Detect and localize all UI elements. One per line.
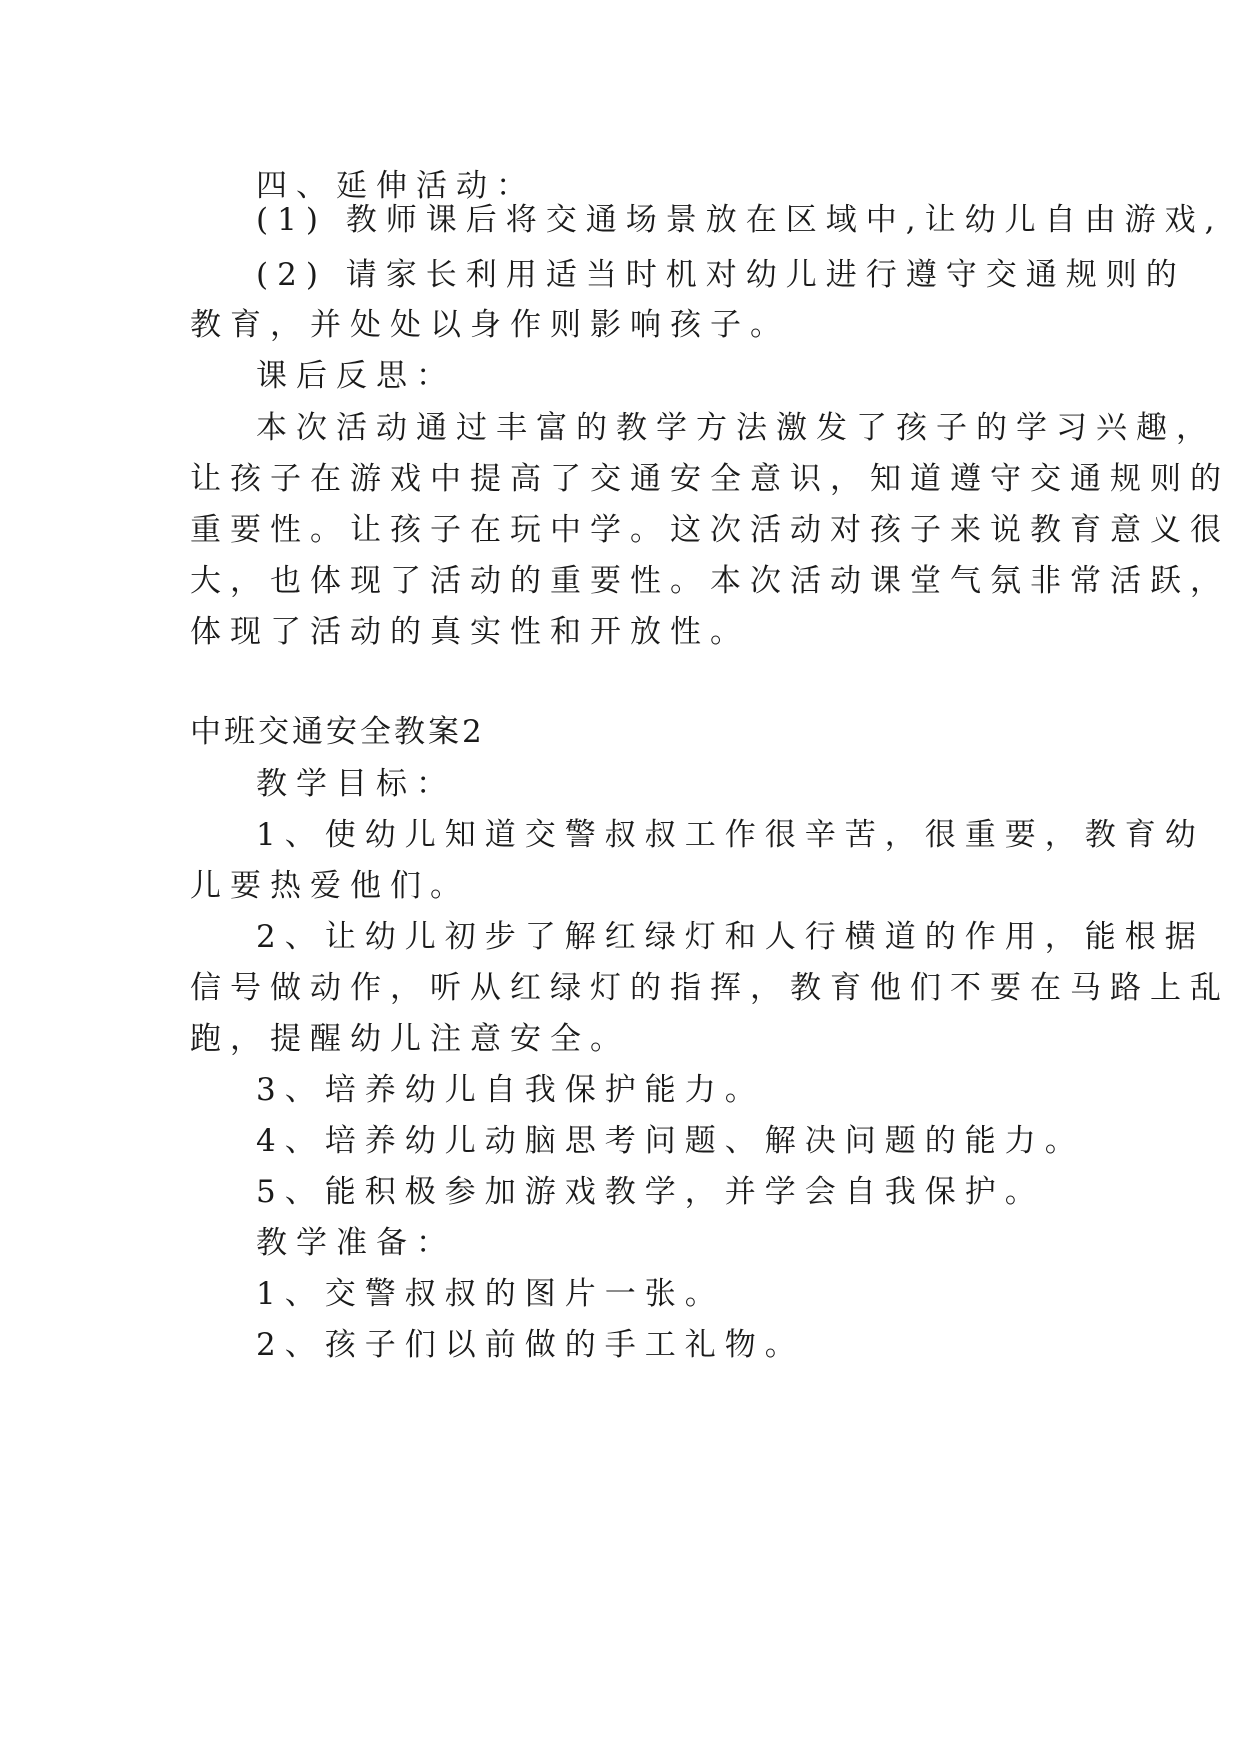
list-item-line: 5、能积极参加游戏教学，并学会自我保护。 xyxy=(256,1174,1045,1210)
list-item-line: 4、培养幼儿动脑思考问题、解决问题的能力。 xyxy=(256,1123,1085,1159)
lesson-plan-title: 中班交通安全教案2 xyxy=(190,714,485,750)
list-item-line: 1、使幼儿知道交警叔叔工作很辛苦，很重要，教育幼 xyxy=(256,817,1205,853)
list-item-line: 2、让幼儿初步了解红绿灯和人行横道的作用，能根据 xyxy=(256,919,1205,955)
list-item-line: 3、培养幼儿自我保护能力。 xyxy=(256,1072,765,1108)
paragraph-line: 体现了活动的真实性和开放性。 xyxy=(190,614,750,650)
paragraph-line: 儿要热爱他们。 xyxy=(190,868,470,904)
section-heading-extension-activity: 四、延伸活动： xyxy=(256,168,536,204)
section-heading-teaching-preparation: 教学准备： xyxy=(256,1225,456,1261)
paragraph-line: (1) 教师课后将交通场景放在区域中,让幼儿自由游戏, xyxy=(256,202,1224,238)
paragraph-line: 跑，提醒幼儿注意安全。 xyxy=(190,1021,630,1057)
section-heading-teaching-goals: 教学目标： xyxy=(256,766,456,802)
paragraph-line: 信号做动作，听从红绿灯的指挥，教育他们不要在马路上乱 xyxy=(190,970,1230,1006)
paragraph-line: 大，也体现了活动的重要性。本次活动课堂气氛非常活跃， xyxy=(190,563,1230,599)
section-heading-reflection: 课后反思： xyxy=(256,358,456,394)
paragraph-line: 本次活动通过丰富的教学方法激发了孩子的学习兴趣， xyxy=(256,410,1216,446)
paragraph-line: 重要性。让孩子在玩中学。这次活动对孩子来说教育意义很 xyxy=(190,512,1230,548)
list-item-line: 2、孩子们以前做的手工礼物。 xyxy=(256,1327,805,1363)
paragraph-line: 教育，并处处以身作则影响孩子。 xyxy=(190,307,790,343)
paragraph-line: (2) 请家长利用适当时机对幼儿进行遵守交通规则的 xyxy=(256,257,1186,293)
paragraph-line: 让孩子在游戏中提高了交通安全意识，知道遵守交通规则的 xyxy=(190,461,1230,497)
list-item-line: 1、交警叔叔的图片一张。 xyxy=(256,1276,725,1312)
